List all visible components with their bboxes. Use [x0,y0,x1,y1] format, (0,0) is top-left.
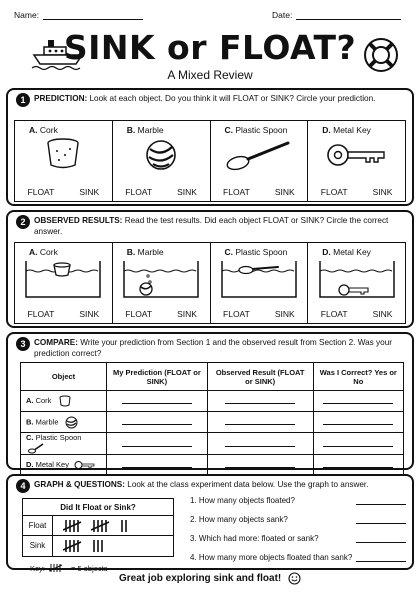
tally-label: Sink [23,536,53,556]
tally-group-five [63,519,83,533]
date-label: Date: [272,10,293,20]
sink-option[interactable]: SINK [79,309,100,319]
float-option[interactable]: FLOAT [125,309,153,319]
prediction-line[interactable] [122,460,192,468]
date-field[interactable] [272,10,401,20]
marble-icon [65,416,78,429]
card-label: Plastic Spoon [235,125,288,135]
section-header [16,337,406,359]
col-object: Object [21,363,107,391]
section-instructions: Write your prediction from Section 1 and the observed result from Section 2. Was your prediction correct? [34,338,392,358]
table-row [21,433,404,455]
card-plastic-spoon: C. Plastic Spoon FLOAT SINK [211,243,309,323]
prediction-cards [14,120,406,202]
section-number: 1 [16,93,30,107]
tally-label: Float [23,516,53,535]
name-field[interactable] [14,10,143,20]
card-label: Marble [137,247,164,257]
sink-option[interactable]: SINK [372,309,393,319]
row-object: D. Metal Key [21,455,107,476]
tally-row-sink [23,536,173,556]
card-label: Marble [137,125,164,135]
question-2: 2. How many objects sank? [190,515,406,524]
tally-group-five [63,539,83,553]
page-subtitle: A Mixed Review [167,68,253,82]
tally-row-float [23,516,173,536]
marble-icon [143,137,179,173]
tally-marks [53,536,173,556]
section-graph-questions [6,474,414,573]
spoon-icon [224,137,294,173]
tally-group-partial [119,519,139,533]
float-option[interactable]: FLOAT [223,187,250,197]
tally-title: Did It Float or Sink? [23,499,173,516]
question-3: 3. Which had more: floated or sank? [190,534,406,543]
name-line[interactable] [43,12,143,20]
observed-line[interactable] [225,439,295,447]
float-option[interactable]: FLOAT [320,187,348,197]
section-instructions: Read the test results. Did each object FLOAT or SINK? Circle the correct answer. [34,216,389,236]
tank-cork-floating-icon [20,257,106,301]
section-heading: OBSERVED RESULTS: [34,216,123,225]
question-1: 1. How many objects floated? [190,496,406,505]
card-label: Metal Key [333,125,371,135]
smiley-icon [288,572,301,585]
card-metal-key: D. Metal Key FLOAT SINK [308,243,405,323]
tally-marks [53,516,173,535]
prediction-line[interactable] [122,439,192,447]
result-cards [14,242,406,324]
tank-marble-sunk-icon [118,257,204,301]
answer-line[interactable] [356,516,406,524]
prediction-line[interactable] [122,396,192,404]
card-marble: B. Marble FLOAT SINK [113,121,211,201]
float-option[interactable]: FLOAT [27,187,55,197]
section-instructions: Look at each object. Do you think it will FLOAT or SINK? Circle your prediction. [89,94,376,103]
sink-option[interactable]: SINK [177,187,197,197]
answer-line[interactable] [356,535,406,543]
correct-line[interactable] [323,417,393,425]
float-option[interactable]: FLOAT [223,309,250,319]
section-header [16,479,406,490]
float-option[interactable]: FLOAT [27,309,55,319]
tally-group-partial [91,539,111,553]
observed-line[interactable] [225,460,295,468]
spoon-icon [28,442,44,454]
correct-line[interactable] [323,439,393,447]
correct-line[interactable] [323,396,393,404]
card-label: Plastic Spoon [235,247,288,257]
col-observed: Observed Result (FLOAT or SINK) [207,363,313,391]
tank-spoon-floating-icon [216,257,302,301]
tally-chart [22,498,174,557]
answer-line[interactable] [356,497,406,505]
card-cork: A. Cork FLOAT SINK [15,121,113,201]
prediction-line[interactable] [122,417,192,425]
table-header-row [21,363,404,391]
compare-table [20,362,404,476]
page-title: SINK or FLOAT? [63,28,357,67]
row-object: A. Cork [21,391,107,412]
sink-option[interactable]: SINK [274,309,295,319]
observed-line[interactable] [225,417,295,425]
footer-message: Great job exploring sink and float! [0,572,420,585]
sink-option[interactable]: SINK [274,187,295,197]
key-icon [324,137,390,173]
key-text: = 5 objects [71,563,108,573]
card-marble: B. Marble FLOAT SINK [113,243,211,323]
section-observed-results [6,210,414,328]
cork-icon [43,137,83,171]
key-label: Key: [30,563,46,573]
card-metal-key: D. Metal Key FLOAT SINK [320,125,393,197]
observed-line[interactable] [225,396,295,404]
table-row [21,391,404,412]
section-heading: COMPARE: [34,338,78,347]
sink-option[interactable]: SINK [372,187,393,197]
section-number: 4 [16,479,30,493]
cork-icon [58,395,72,407]
tank-key-sunk-icon [314,257,400,301]
section-number: 2 [16,215,30,229]
sink-option[interactable]: SINK [79,187,100,197]
name-label: Name: [14,10,40,20]
card-label: Metal Key [333,247,371,257]
section-prediction [6,88,414,206]
section-header [16,93,406,104]
table-row [21,455,404,476]
answer-line[interactable] [356,554,406,562]
section-heading: GRAPH & QUESTIONS: [34,480,125,489]
sink-option[interactable]: SINK [177,309,197,319]
section-number: 3 [16,337,30,351]
question-4: 4. How many more objects floated than sank? [190,553,406,562]
section-header [16,215,406,237]
key-icon [74,460,96,470]
date-line[interactable] [296,12,401,20]
tally-group-five [91,519,111,533]
section-instructions: Look at the class experiment data below. Use the graph to answer. [127,480,369,489]
table-row [21,412,404,433]
float-option[interactable]: FLOAT [320,309,348,319]
row-object: B. Marble [21,412,107,433]
card-label: Cork [39,247,58,257]
card-cork: A. Cork FLOAT SINK [15,243,113,323]
col-correct: Was I Correct? Yes or No [313,363,403,391]
row-object: C. Plastic Spoon [21,433,107,455]
section-heading: PREDICTION: [34,94,88,103]
section-compare [6,332,414,470]
card-plastic-spoon: C. Plastic Spoon FLOAT SINK [211,121,309,201]
float-option[interactable]: FLOAT [125,187,153,197]
correct-line[interactable] [323,460,393,468]
card-label: Cork [39,125,58,135]
col-prediction: My Prediction (FLOAT or SINK) [107,363,208,391]
